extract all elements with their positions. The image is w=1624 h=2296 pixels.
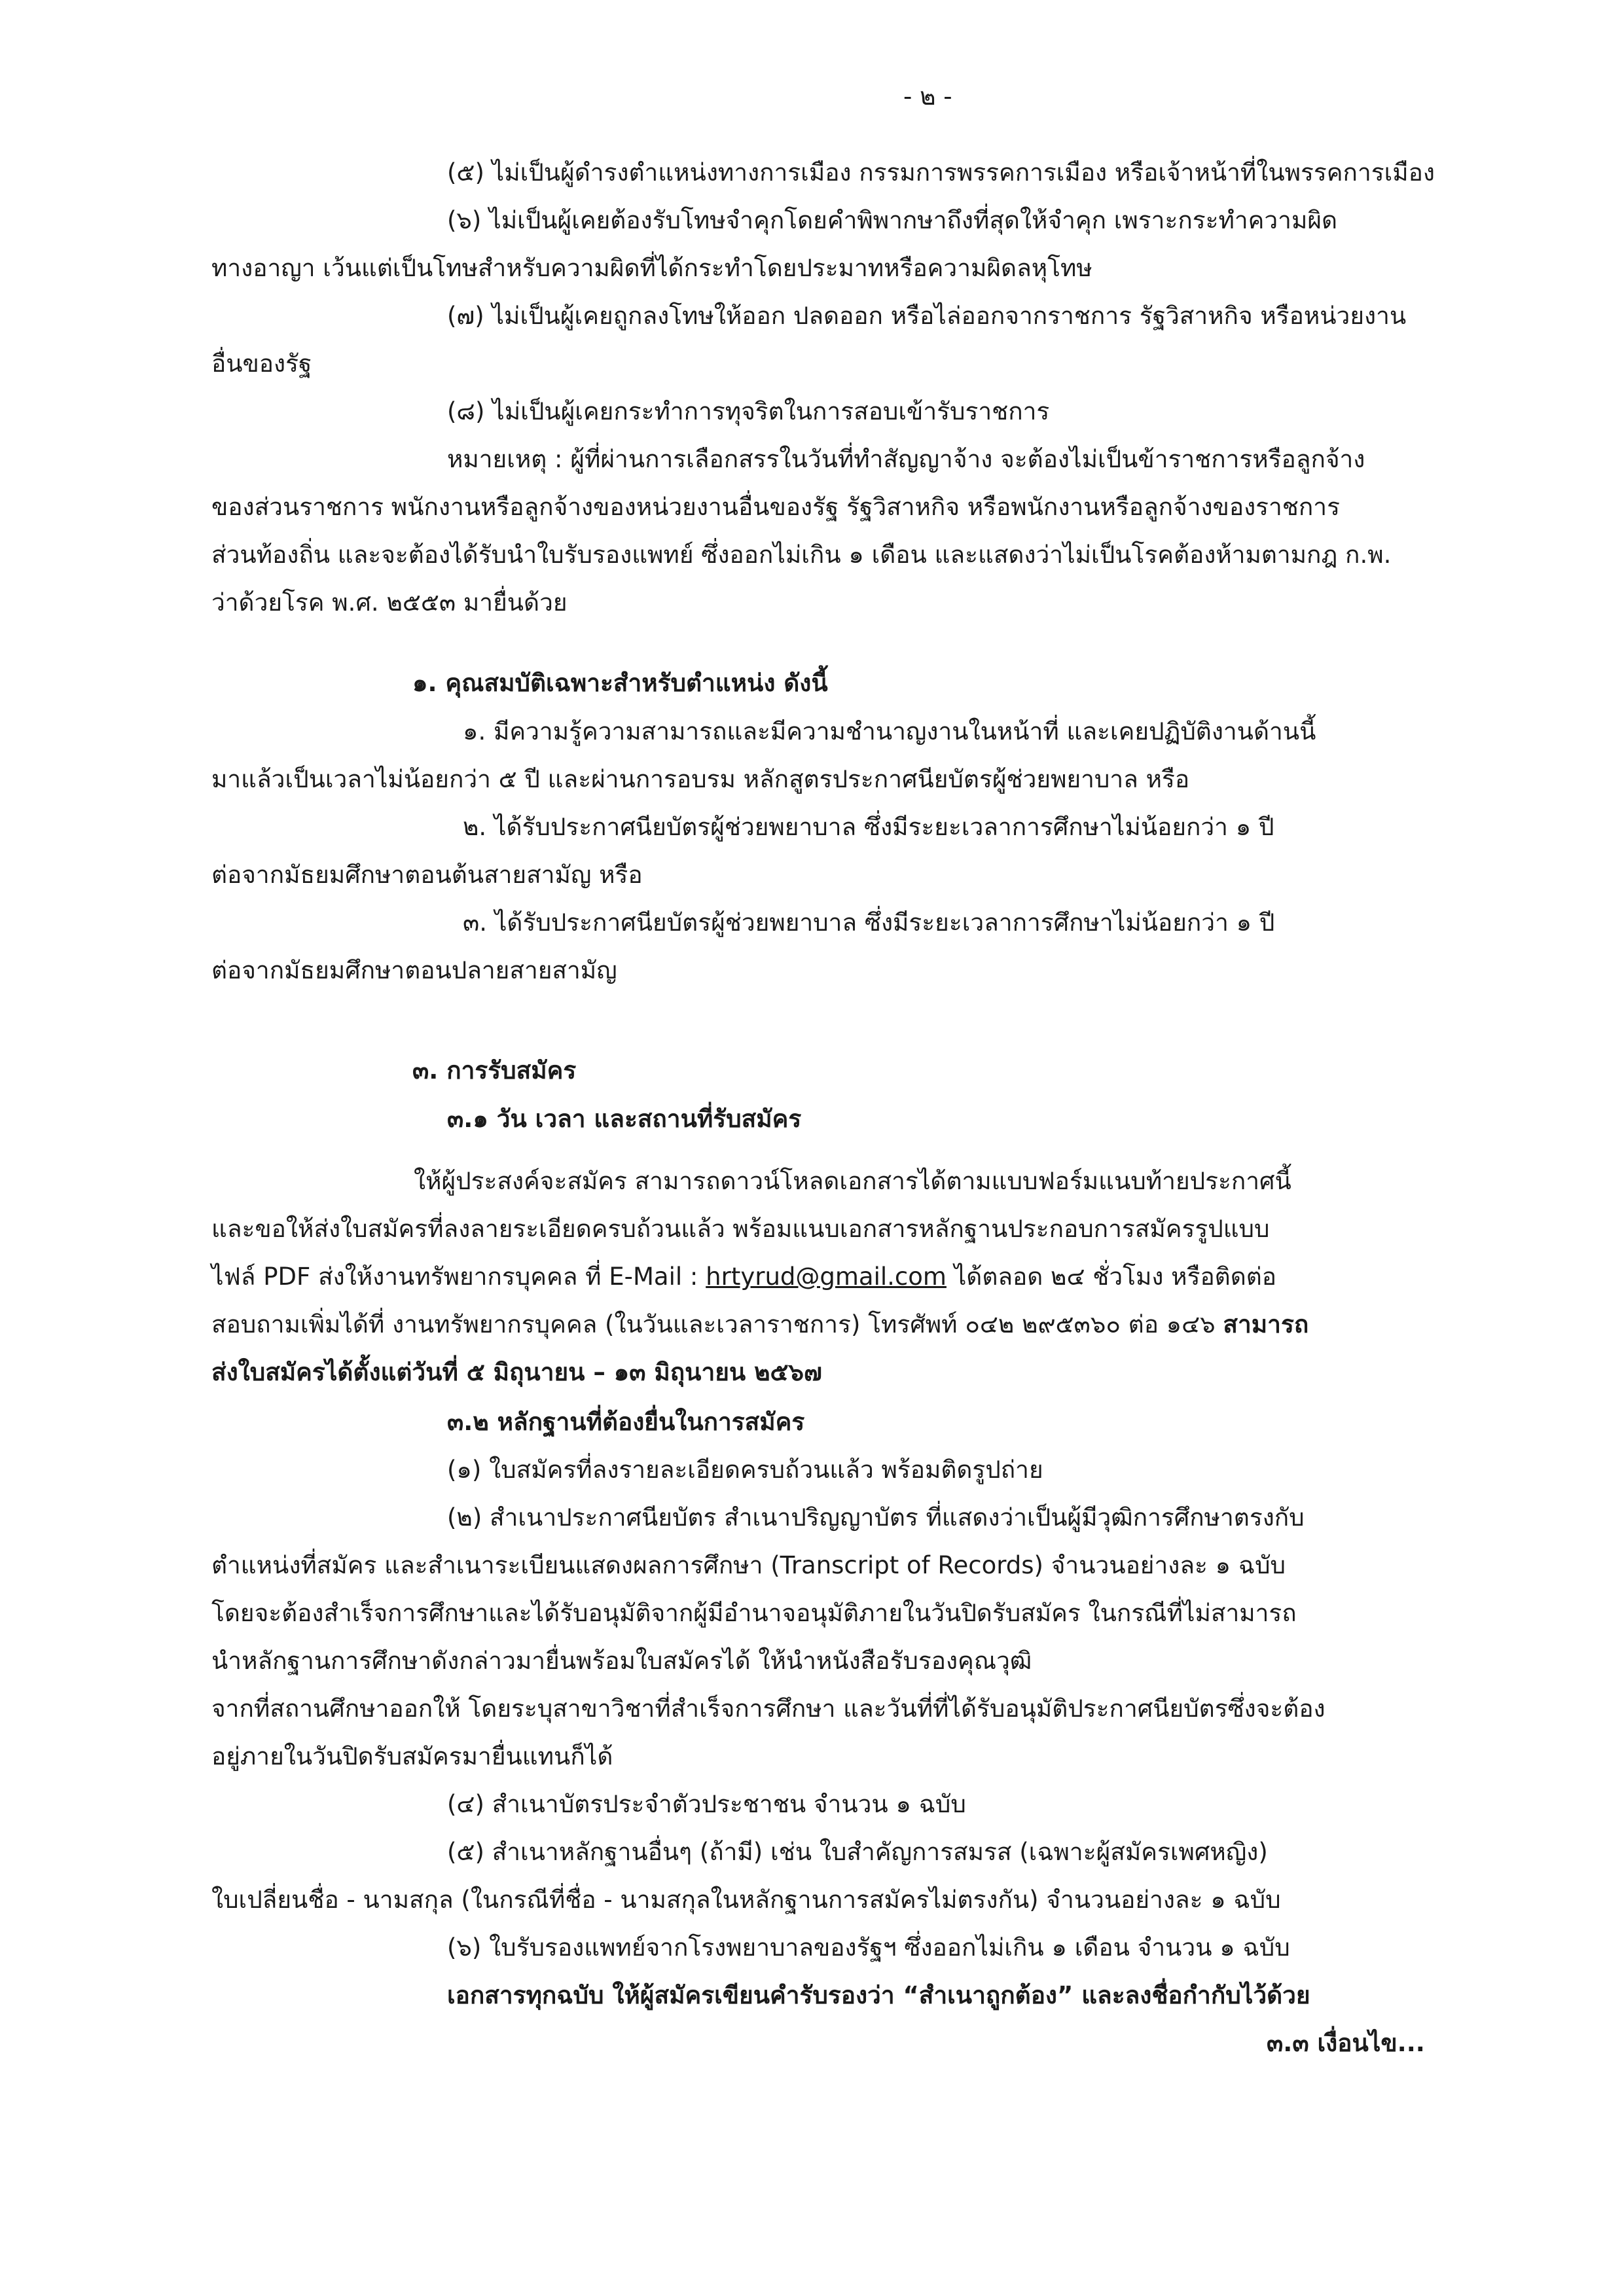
document-item-2-cont: โดยจะต้องสำเร็จการศึกษาและได้รับอนุมัติจากผู้มีอำนาจอนุมัติภายในวันปิดรับสมัคร ในกรณีที่ไม่สามารถ xyxy=(211,1599,1297,1627)
qualification-item-7: (๗) ไม่เป็นผู้เคยถูกลงโทษให้ออก ปลดออก หรือไล่ออกจากราชการ รัฐวิสาหกิจ หรือหน่วยงาน xyxy=(447,302,1407,330)
specific-item-1-cont: มาแล้วเป็นเวลาไม่น้อยกว่า ๕ ปี และผ่านการอบรม หลักสูตรประกาศนียบัตรผู้ช่วยพยาบาล หรือ xyxy=(211,765,1190,793)
document-item-5-cont: ใบเปลี่ยนชื่อ - นามสกุล (ในกรณีที่ชื่อ - นามสกุลในหลักฐานการสมัครไม่ตรงกัน) จำนวนอย่างละ ๑ ฉบับ xyxy=(211,1886,1281,1914)
continued-marker: ๓.๓ เงื่อนไข... xyxy=(1267,2029,1425,2057)
note-line: ของส่วนราชการ พนักงานหรือลูกจ้างของหน่วยงานอื่นของรัฐ รัฐวิสาหกิจ หรือพนักงานหรือลูกจ้างของราชการ xyxy=(211,493,1340,521)
application-paragraph xyxy=(211,1306,1308,1343)
qualification-item-5: (๕) ไม่เป็นผู้ดำรงตำแหน่งทางการเมือง กรรมการพรรคการเมือง หรือเจ้าหน้าที่ในพรรคการเมือง xyxy=(447,158,1435,187)
application-paragraph xyxy=(211,1259,1276,1295)
document-item-1: (๑) ใบสมัครที่ลงรายละเอียดครบถ้วนแล้ว พร้อมติดรูปถ่าย xyxy=(447,1456,1043,1484)
document-item-2-cont: ตำแหน่งที่สมัคร และสำเนาระเบียนแสดงผลการศึกษา (Transcript of Records) จำนวนอย่างละ ๑ ฉบับ xyxy=(211,1551,1286,1579)
note-line: หมายเหตุ : ผู้ที่ผ่านการเลือกสรรในวันที่ทำสัญญาจ้าง จะต้องไม่เป็นข้าราชการหรือลูกจ้าง xyxy=(447,445,1365,473)
application-text: สอบถามเพิ่มได้ที่ งานทรัพยากรบุคคล (ในวันและเวลาราชการ) โทรศัพท์ ๐๔๒ ๒๙๕๓๖๐ ต่อ ๑๔๖ xyxy=(211,1310,1223,1338)
application-heading: ๓. การรับสมัคร xyxy=(412,1056,577,1085)
application-subheading-2: ๓.๒ หลักฐานที่ต้องยื่นในการสมัคร xyxy=(447,1408,805,1436)
qualification-item-8: (๘) ไม่เป็นผู้เคยกระทำการทุจริตในการสอบเข้ารับราชการ xyxy=(447,397,1050,425)
application-text: ได้ตลอด ๒๔ ชั่วโมง หรือติดต่อ xyxy=(946,1263,1276,1291)
qualification-item-6-cont: ทางอาญา เว้นแต่เป็นโทษสำหรับความผิดที่ได้กระทำโดยประมาทหรือความผิดลหุโทษ xyxy=(211,254,1092,282)
application-text: ไฟล์ PDF ส่งให้งานทรัพยากรบุคคล ที่ E-Mail : xyxy=(211,1263,706,1291)
qualification-item-6: (๖) ไม่เป็นผู้เคยต้องรับโทษจำคุกโดยคำพิพากษาถึงที่สุดให้จำคุก เพราะกระทำความผิด xyxy=(447,206,1338,234)
specific-item-3-cont: ต่อจากมัธยมศึกษาตอนปลายสายสามัญ xyxy=(211,956,617,984)
specific-item-2: ๒. ได้รับประกาศนียบัตรผู้ช่วยพยาบาล ซึ่งมีระยะเวลาการศึกษาไม่น้อยกว่า ๑ ปี xyxy=(463,813,1274,841)
application-paragraph: ให้ผู้ประสงค์จะสมัคร สามารถดาวน์โหลดเอกสารได้ตามแบบฟอร์มแนบท้ายประกาศนี้ xyxy=(414,1167,1291,1195)
document-item-4: (๔) สำเนาบัตรประจำตัวประชาชน จำนวน ๑ ฉบับ xyxy=(447,1790,966,1818)
note-line: ว่าด้วยโรค พ.ศ. ๒๕๕๓ มายื่นด้วย xyxy=(211,588,568,617)
document-item-6: (๖) ใบรับรองแพทย์จากโรงพยาบาลของรัฐฯ ซึ่งออกไม่เกิน ๑ เดือน จำนวน ๑ ฉบับ xyxy=(447,1933,1290,1962)
email-link[interactable]: hrtyrud@gmail.com xyxy=(706,1263,947,1291)
specific-item-3: ๓. ได้รับประกาศนียบัตรผู้ช่วยพยาบาล ซึ่งมีระยะเวลาการศึกษาไม่น้อยกว่า ๑ ปี xyxy=(463,908,1275,937)
application-text-bold: สามารถ xyxy=(1223,1310,1309,1338)
document-item-5: (๕) สำเนาหลักฐานอื่นๆ (ถ้ามี) เช่น ใบสำคัญการสมรส (เฉพาะผู้สมัครเพศหญิง) xyxy=(447,1838,1268,1866)
note-line: ส่วนท้องถิ่น และจะต้องได้รับนำใบรับรองแพทย์ ซึ่งออกไม่เกิน ๑ เดือน และแสดงว่าไม่เป็นโรคต้องห้ามตามกฎ ก.พ. xyxy=(211,541,1392,569)
qualification-item-7-cont: อื่นของรัฐ xyxy=(211,350,312,378)
certify-note: เอกสารทุกฉบับ ให้ผู้สมัครเขียนคำรับรองว่า “สำเนาถูกต้อง” และลงชื่อกำกับไว้ด้วย xyxy=(447,1981,1310,2009)
document-item-2: (๒) สำเนาประกาศนียบัตร สำเนาปริญญาบัตร ที่แสดงว่าเป็นผู้มีวุฒิการศึกษาตรงกับ xyxy=(447,1503,1305,1532)
specific-item-2-cont: ต่อจากมัธยมศึกษาตอนต้นสายสามัญ หรือ xyxy=(211,861,643,889)
document-item-2-cont: นำหลักฐานการศึกษาดังกล่าวมายื่นพร้อมใบสมัครได้ ให้นำหนังสือรับรองคุณวุฒิ xyxy=(211,1647,1032,1675)
application-paragraph: และขอให้ส่งใบสมัครที่ลงลายระเอียดครบถ้วนแล้ว พร้อมแนบเอกสารหลักฐานประกอบการสมัครรูปแบบ xyxy=(211,1215,1270,1243)
application-subheading-1: ๓.๑ วัน เวลา และสถานที่รับสมัคร xyxy=(447,1105,802,1133)
page-number: - ๒ - xyxy=(903,82,952,111)
application-period: ส่งใบสมัครได้ตั้งแต่วันที่ ๕ มิถุนายน – ๑๓ มิถุนายน ๒๕๖๗ xyxy=(211,1358,822,1386)
document-item-2-cont: อยู่ภายในวันปิดรับสมัครมายื่นแทนก็ได้ xyxy=(211,1742,613,1770)
specific-item-1: ๑. มีความรู้ความสามารถและมีความชำนาญงานในหน้าที่ และเคยปฏิบัติงานด้านนี้ xyxy=(463,717,1316,745)
specific-qualifications-heading: ๑. คุณสมบัติเฉพาะสำหรับตำแหน่ง ดังนี้ xyxy=(412,669,828,697)
document-item-2-cont: จากที่สถานศึกษาออกให้ โดยระบุสาขาวิชาที่สำเร็จการศึกษา และวันที่ที่ได้รับอนุมัติประกาศนียบัตรซึ่งจะต้อง xyxy=(211,1695,1326,1723)
